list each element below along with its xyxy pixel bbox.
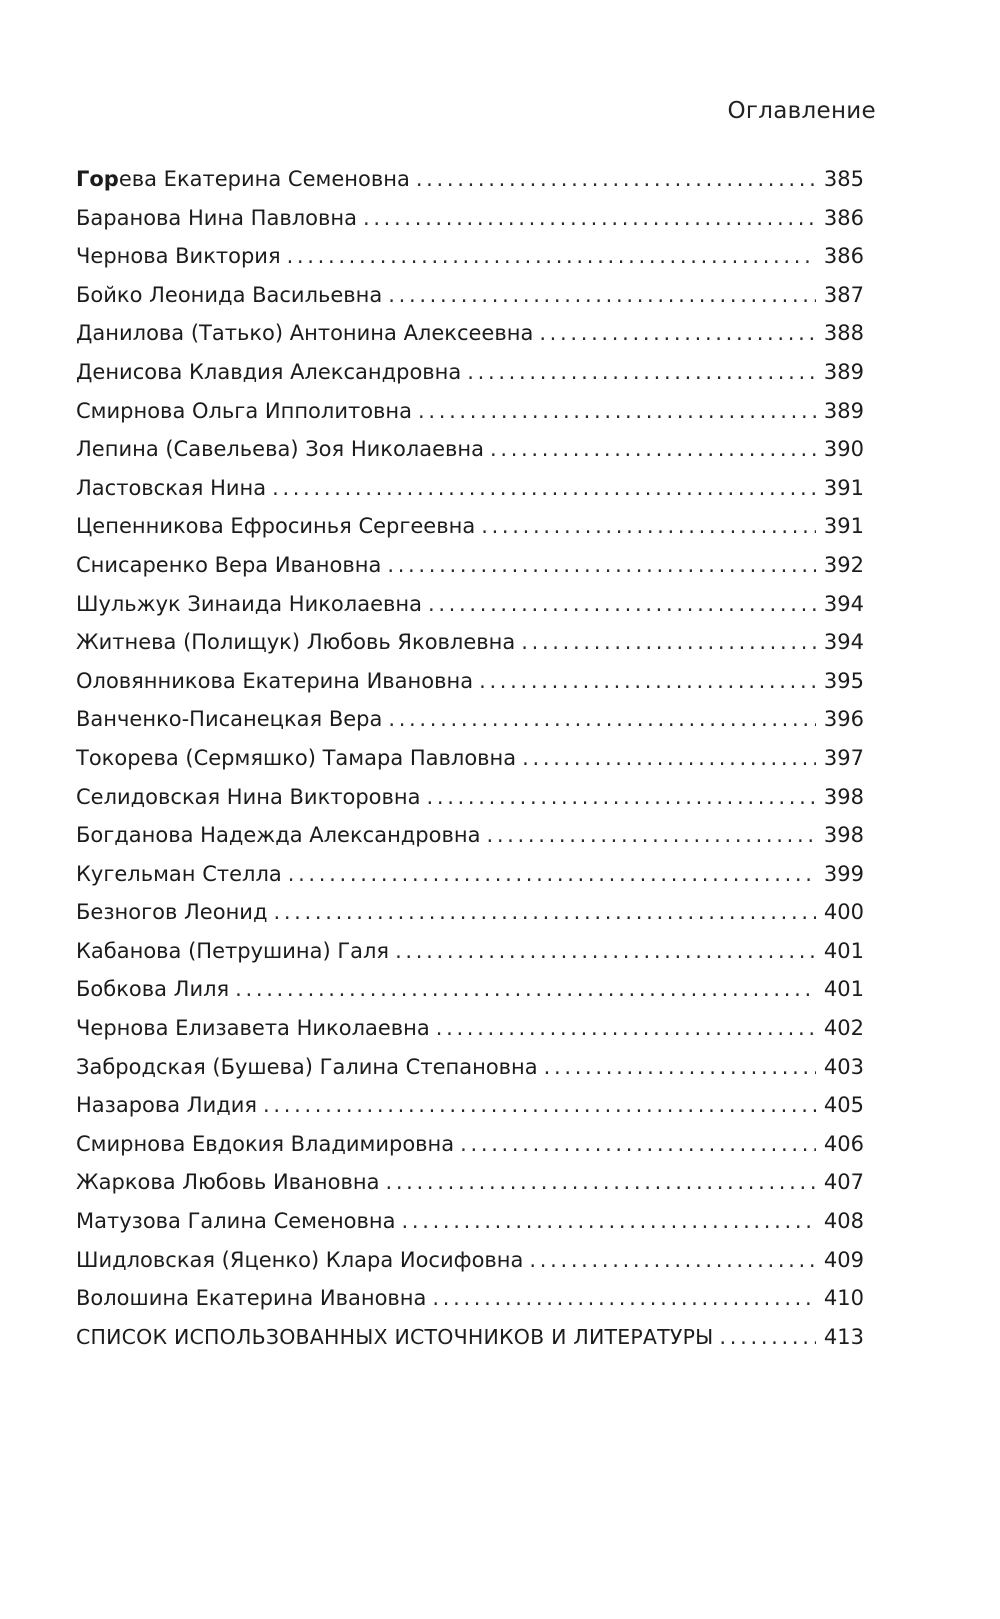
dot-leader — [273, 893, 815, 932]
toc-entry-title — [76, 739, 516, 778]
toc-entry-title-text: Данилова (Татько) Антонина Алексеевна — [76, 321, 534, 346]
toc-entry-title — [76, 1125, 454, 1164]
dot-leader — [479, 662, 816, 701]
dot-leader — [521, 623, 816, 662]
toc-entry-page-number: 391 — [823, 514, 864, 539]
toc-entry-page-number: 401 — [823, 938, 864, 963]
toc-entry — [76, 970, 864, 1009]
dot-leader — [402, 1202, 816, 1241]
dot-leader — [288, 855, 816, 894]
toc-entry — [76, 1009, 864, 1048]
toc-entry-title-text: Кабанова (Петрушина) Галя — [76, 938, 390, 963]
toc-entry-title — [76, 237, 281, 276]
toc-entry-page-number: 398 — [823, 823, 864, 848]
toc-entry-page-number: 399 — [823, 861, 864, 886]
dot-leader — [418, 392, 816, 431]
toc-entry-title-text: Безногов Леонид — [76, 900, 268, 925]
toc-entry-page-number: 401 — [823, 977, 864, 1002]
dot-leader — [287, 237, 816, 276]
toc-entry-page-number: 407 — [823, 1170, 864, 1195]
toc-entry-title-text: Волошина Екатерина Ивановна — [76, 1286, 427, 1311]
toc-entry — [76, 1086, 864, 1125]
toc-entry-page-number: 392 — [823, 552, 864, 577]
toc-entry-page-number: 400 — [823, 900, 864, 925]
toc-entry-title — [76, 546, 381, 585]
toc-entry-page-number: 403 — [823, 1054, 864, 1079]
toc-entry-title-text: Шульжук Зинаида Николаевна — [76, 591, 422, 616]
dot-leader — [428, 585, 816, 624]
toc-entry-title — [76, 662, 473, 701]
toc-entry — [76, 469, 864, 508]
toc-entry-title — [76, 276, 382, 315]
toc-entry-page-number: 397 — [823, 745, 864, 770]
toc-entry-page-number: 408 — [823, 1209, 864, 1234]
toc-entry — [76, 237, 864, 276]
toc-entry-page-number: 406 — [823, 1131, 864, 1156]
toc-entry-page-number: 386 — [823, 244, 864, 269]
toc-entry-page-number: 386 — [823, 205, 864, 230]
toc-entry-title — [76, 816, 480, 855]
table-of-contents — [76, 160, 864, 1356]
toc-entry-title — [76, 160, 410, 199]
dot-leader — [490, 430, 816, 469]
toc-entry-page-number: 398 — [823, 784, 864, 809]
toc-entry-title — [76, 585, 422, 624]
toc-entry-page-number: 410 — [823, 1286, 864, 1311]
dot-leader — [481, 507, 816, 546]
toc-entry-title — [76, 1163, 379, 1202]
toc-entry — [76, 507, 864, 546]
dot-leader — [486, 816, 815, 855]
dot-leader — [388, 276, 816, 315]
dot-leader — [544, 1048, 816, 1087]
dot-leader — [539, 314, 816, 353]
toc-entry — [76, 546, 864, 585]
toc-entry-page-number: 390 — [823, 437, 864, 462]
dot-leader — [529, 1241, 815, 1280]
toc-entry-page-number: 413 — [823, 1324, 864, 1349]
toc-entry-title-text: Снисаренко Вера Ивановна — [76, 552, 382, 577]
toc-entry-title — [76, 1241, 523, 1280]
dot-leader — [467, 353, 816, 392]
toc-entry-title-text: ева Екатерина Семеновна — [118, 167, 410, 191]
toc-entry-title-text: Забродская (Бушева) Галина Степановна — [76, 1054, 538, 1079]
toc-entry-title — [76, 392, 412, 431]
toc-entry-title-text: Ванченко-Писанецкая Вера — [76, 707, 383, 732]
toc-entry-title — [76, 353, 461, 392]
dot-leader — [416, 160, 816, 199]
toc-entry-title-text: Кугельман Стелла — [76, 861, 282, 886]
running-header: Оглавление — [727, 98, 876, 124]
toc-entry — [76, 739, 864, 778]
toc-entry — [76, 430, 864, 469]
toc-entry-title-text: Денисова Клавдия Александровна — [76, 359, 462, 384]
toc-entry — [76, 199, 864, 238]
dot-leader — [387, 546, 816, 585]
toc-entry-title — [76, 430, 484, 469]
toc-entry-title-text: Бобкова Лиля — [76, 977, 230, 1002]
toc-entry-title-text: Лепина (Савельева) Зоя Николаевна — [76, 437, 484, 462]
toc-entry-title-text: Бойко Леонида Васильевна — [76, 282, 383, 307]
toc-entry — [76, 1163, 864, 1202]
toc-entry-title-text: Чернова Виктория — [76, 244, 281, 269]
dot-leader — [719, 1318, 815, 1357]
toc-entry-title — [76, 1202, 396, 1241]
dot-leader — [436, 1009, 816, 1048]
toc-entry-page-number: 405 — [823, 1093, 864, 1118]
toc-entry-title-text: Богданова Надежда Александровна — [76, 823, 481, 848]
toc-entry-title-text: Баранова Нина Павловна — [76, 205, 357, 230]
toc-entry — [76, 893, 864, 932]
toc-entry — [76, 276, 864, 315]
toc-entry-title-text: Чернова Елизавета Николаевна — [76, 1016, 430, 1041]
toc-entry-title-text: Назарова Лидия — [76, 1093, 258, 1118]
toc-entry — [76, 353, 864, 392]
toc-entry-page-number: 385 — [823, 167, 864, 191]
dot-leader — [395, 932, 816, 971]
toc-entry — [76, 662, 864, 701]
toc-entry — [76, 1048, 864, 1087]
dot-leader — [263, 1086, 816, 1125]
toc-entry-title-text: Житнева (Полищук) Любовь Яковлевна — [76, 630, 516, 655]
toc-entry-title — [76, 893, 267, 932]
toc-entry — [76, 392, 864, 431]
toc-entry-title — [76, 314, 533, 353]
toc-entry-page-number: 395 — [823, 668, 864, 693]
toc-entry-page-number: 396 — [823, 707, 864, 732]
toc-entry-title — [76, 700, 382, 739]
toc-entry-title-text: Цепенникова Ефросинья Сергеевна — [76, 514, 476, 539]
toc-entry-page-number: 391 — [823, 475, 864, 500]
toc-entry-page-number: 387 — [823, 282, 864, 307]
toc-entry-title — [76, 932, 389, 971]
toc-entry-title-text: Селидовская Нина Викторовна — [76, 784, 421, 809]
toc-entry-title — [76, 970, 229, 1009]
toc-entry-page-number: 389 — [823, 398, 864, 423]
toc-entry — [76, 816, 864, 855]
toc-entry-title-text: Шидловская (Яценко) Клара Иосифовна — [76, 1247, 524, 1272]
toc-entry — [76, 160, 864, 199]
toc-entry-title-text: Оловянникова Екатерина Ивановна — [76, 668, 474, 693]
dot-leader — [427, 778, 816, 817]
toc-entry-title-text: Ластовская Нина — [76, 475, 267, 500]
toc-entry-title-bold-lead: Гор — [76, 167, 119, 191]
toc-entry-bibliography — [76, 1318, 864, 1357]
toc-entry-title — [76, 1009, 430, 1048]
toc-entry-title-text: СПИСОК ИСПОЛЬЗОВАННЫХ ИСТОЧНИКОВ И ЛИТЕРАТУРЫ — [76, 1324, 714, 1349]
dot-leader — [460, 1125, 816, 1164]
toc-entry-page-number: 394 — [823, 630, 864, 655]
toc-entry-title-text: Смирнова Евдокия Владимировна — [76, 1131, 455, 1156]
toc-entry — [76, 623, 864, 662]
dot-leader — [388, 700, 816, 739]
toc-entry — [76, 1241, 864, 1280]
toc-entry-title — [76, 623, 515, 662]
dot-leader — [272, 469, 816, 508]
toc-entry-page-number: 402 — [823, 1016, 864, 1041]
toc-entry-title — [76, 1279, 426, 1318]
toc-entry-title-text: Жаркова Любовь Ивановна — [76, 1170, 380, 1195]
toc-entry — [76, 932, 864, 971]
toc-entry-title-text: Смирнова Ольга Ипполитовна — [76, 398, 413, 423]
dot-leader — [522, 739, 816, 778]
toc-entry — [76, 700, 864, 739]
toc-entry-title — [76, 855, 282, 894]
toc-entry-title-text: Токорева (Сермяшко) Тамара Павловна — [76, 745, 517, 770]
toc-entry-title — [76, 1318, 713, 1357]
toc-entry — [76, 1202, 864, 1241]
toc-entry-page-number: 394 — [823, 591, 864, 616]
toc-entry — [76, 855, 864, 894]
toc-entry — [76, 778, 864, 817]
dot-leader — [363, 199, 816, 238]
dot-leader — [385, 1163, 815, 1202]
toc-entry-page-number: 388 — [823, 321, 864, 346]
dot-leader — [432, 1279, 816, 1318]
toc-entry — [76, 1279, 864, 1318]
toc-entry-page-number: 389 — [823, 359, 864, 384]
toc-entry — [76, 1125, 864, 1164]
toc-entry-title — [76, 199, 357, 238]
toc-entry-title-text: Матузова Галина Семеновна — [76, 1209, 396, 1234]
toc-entry-title — [76, 469, 266, 508]
toc-entry-page-number: 409 — [823, 1247, 864, 1272]
toc-entry-title — [76, 1086, 257, 1125]
toc-entry — [76, 314, 864, 353]
toc-entry — [76, 585, 864, 624]
toc-entry-title — [76, 1048, 538, 1087]
toc-entry-title — [76, 507, 475, 546]
dot-leader — [235, 970, 816, 1009]
toc-entry-title — [76, 778, 421, 817]
